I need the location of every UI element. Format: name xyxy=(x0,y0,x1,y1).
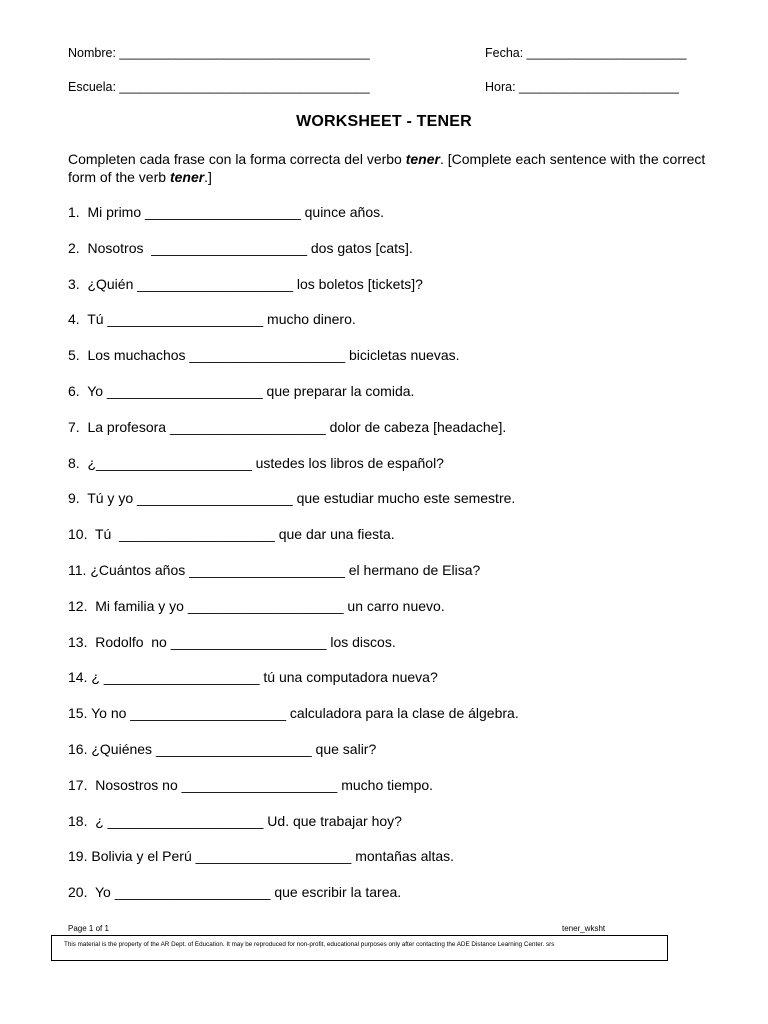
exercise-item: 10. Tú ____________________ que dar una fiesta. xyxy=(68,526,395,543)
exercise-item: 15. Yo no ____________________ calculadora para la clase de álgebra. xyxy=(68,705,519,722)
exercise-item: 6. Yo ____________________ que preparar la comida. xyxy=(68,382,415,399)
exercise-item: 14. ¿ ____________________ tú una computadora nueva? xyxy=(68,669,438,686)
exercise-item: 8. ¿____________________ ustedes los libros de español? xyxy=(68,454,444,471)
school-field: Escuela: ____________________________________ xyxy=(68,80,370,94)
exercise-item: 7. La profesora ____________________ dolor de cabeza [headache]. xyxy=(68,418,507,435)
exercise-item: 5. Los muchachos ____________________ bicicletas nuevas. xyxy=(68,347,460,364)
exercise-item: 18. ¿ ____________________ Ud. que trabajar hoy? xyxy=(68,812,402,829)
page-number: Page 1 of 1 xyxy=(68,924,109,933)
instructions xyxy=(68,150,718,186)
exercise-item: 1. Mi primo ____________________ quince años. xyxy=(68,204,385,220)
exercise-list xyxy=(68,203,718,919)
exercise-item: 17. Nosostros no ____________________ mucho tiempo. xyxy=(68,776,434,793)
copyright-notice: This material is the property of the AR Dept. of Education. It may be reproduced for non-profit, educational purposes only after contacting the ADE Distance Learning Center. srs xyxy=(51,935,668,961)
exercise-item: 3. ¿Quién ____________________ los boletos [tickets]? xyxy=(68,275,423,292)
exercise-item: 2. Nosotros ____________________ dos gatos [cats]. xyxy=(68,239,413,256)
worksheet-title: WORKSHEET - TENER xyxy=(296,113,472,130)
exercise-item: 9. Tú y yo ____________________ que estudiar mucho este semestre. xyxy=(68,490,516,507)
document-id: tener_wksht xyxy=(562,924,606,933)
period-field: Hora: _______________________ xyxy=(485,80,679,94)
instructions-text-3: .] xyxy=(204,169,212,185)
exercise-item: 16. ¿Quiénes ____________________ que salir? xyxy=(68,740,377,757)
exercise-item: 12. Mi familia y yo ____________________ un carro nuevo. xyxy=(68,597,445,614)
exercise-item: 20. Yo ____________________ que escribir la tarea. xyxy=(68,884,402,901)
name-field: Nombre: ____________________________________ xyxy=(68,46,370,60)
exercise-item: 19. Bolivia y el Perú ____________________ montañas altas. xyxy=(68,848,455,865)
instructions-text-1: Completen cada frase con la forma correcta del verbo xyxy=(68,151,406,167)
exercise-item: 13. Rodolfo no ____________________ los discos. xyxy=(68,633,396,650)
date-field: Fecha: _______________________ xyxy=(485,46,687,60)
instructions-verb-2: tener xyxy=(169,169,205,185)
instructions-verb-1: tener xyxy=(405,151,440,167)
instructions-text-2: . [Complete each sentence with the correct form of the verb xyxy=(68,151,706,185)
exercise-item: 4. Tú ____________________ mucho dinero. xyxy=(68,311,356,328)
exercise-item: 11. ¿Cuántos años ____________________ el hermano de Elisa? xyxy=(68,561,481,578)
